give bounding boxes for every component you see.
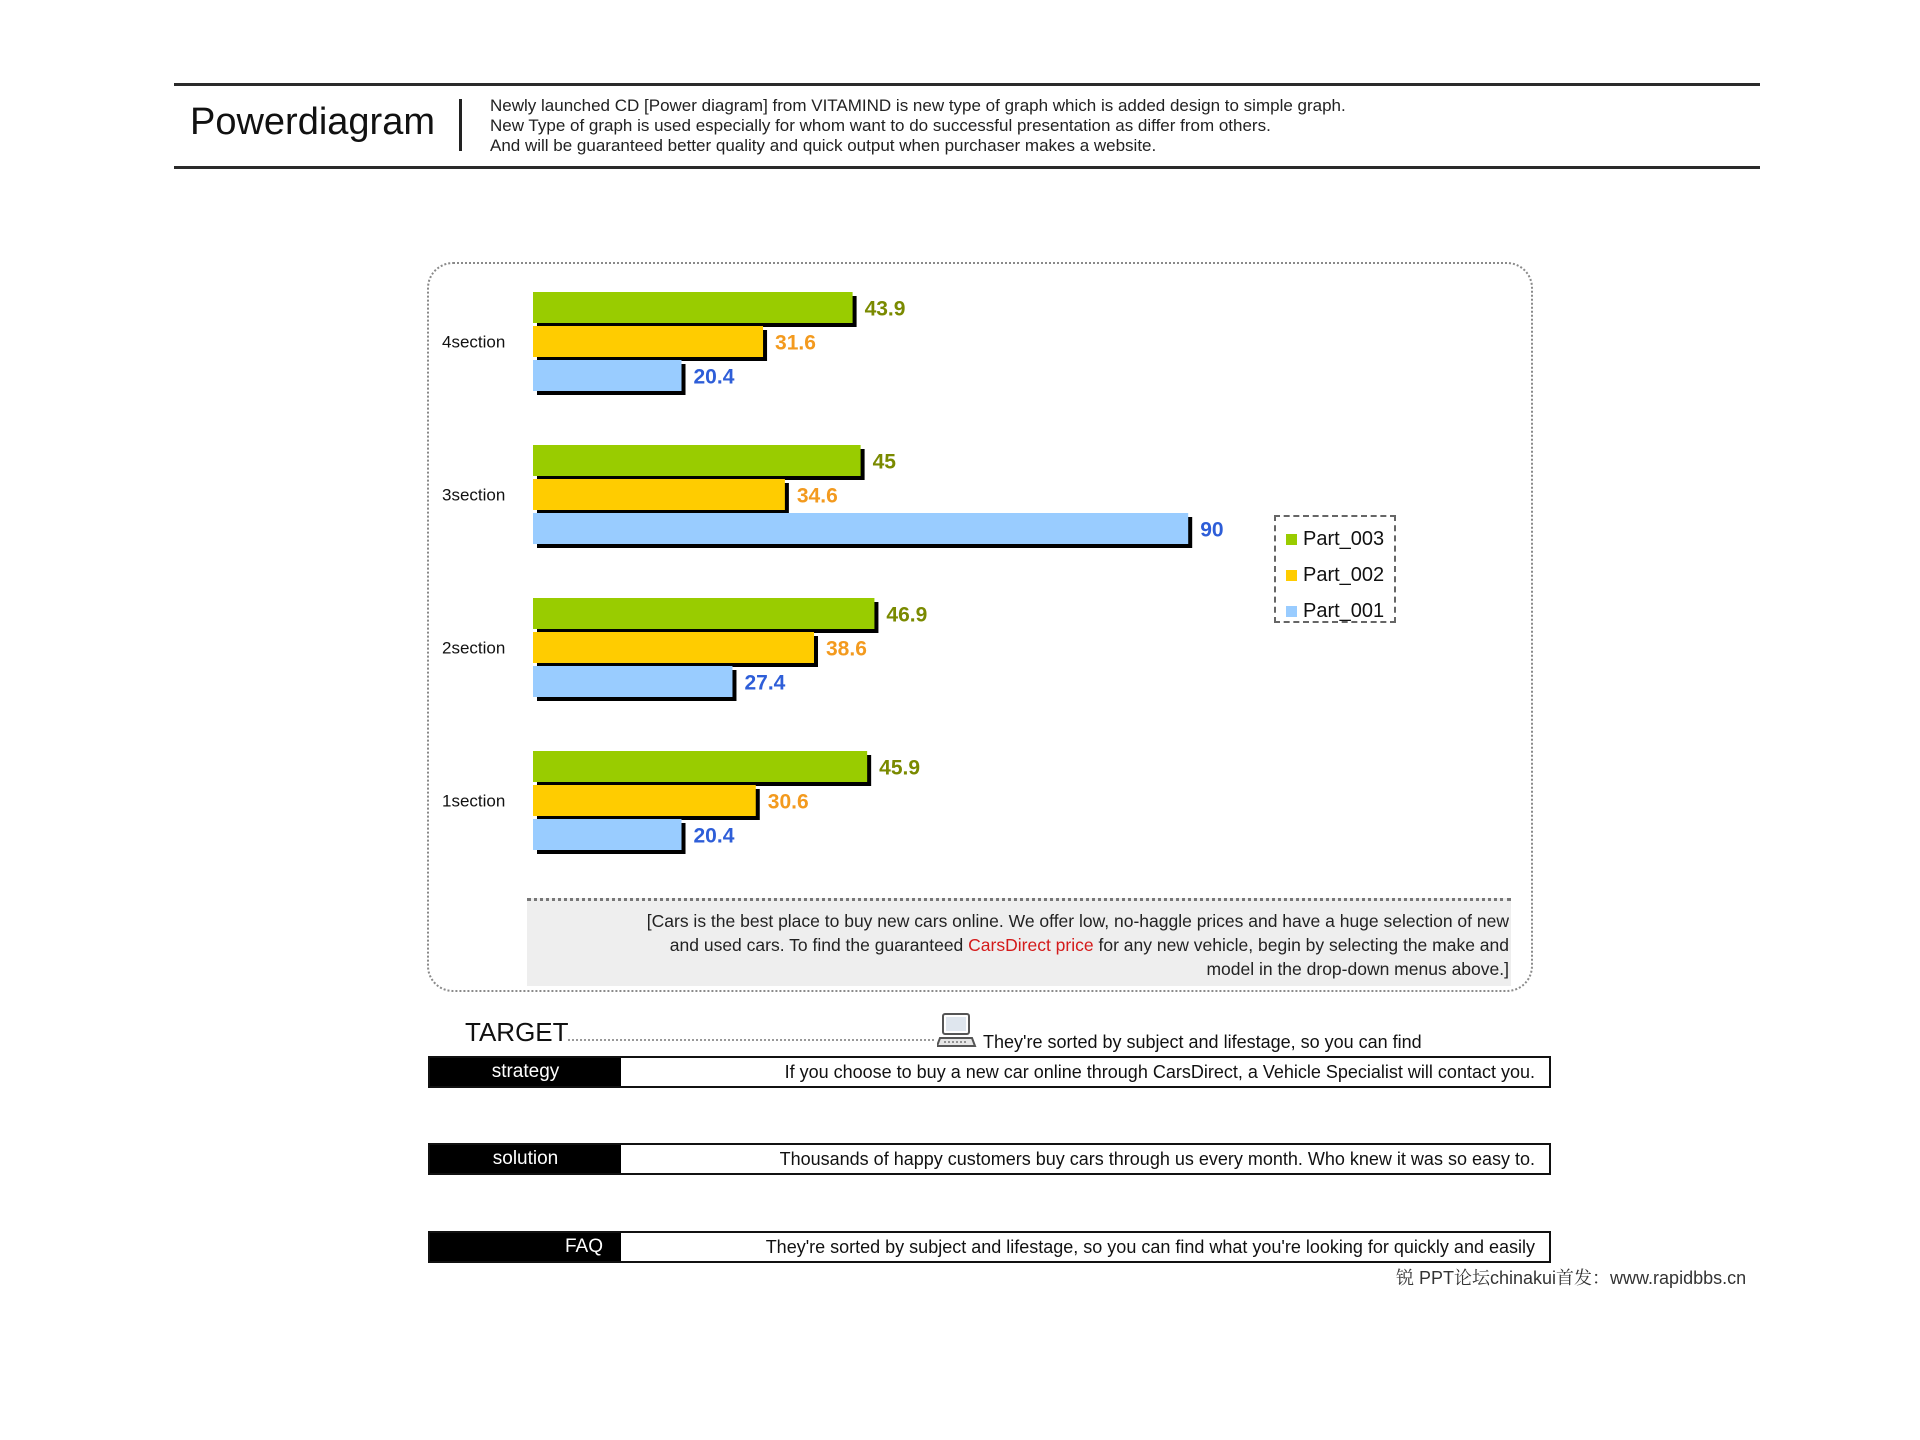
- bar-1section-part-003: [533, 751, 867, 782]
- strategy-label: strategy: [430, 1058, 621, 1086]
- bar-3section-part-003: [533, 445, 861, 476]
- bar-1section-part-001: [533, 819, 682, 850]
- bar-2section-part-001: [533, 666, 732, 697]
- bar-3section-part-002: [533, 479, 785, 510]
- target-label: TARGET: [465, 1017, 569, 1047]
- value-label-2section-part-001: 27.4: [744, 671, 786, 695]
- header-description: [490, 96, 1346, 156]
- solution-label: solution: [430, 1145, 621, 1173]
- bar-2section-part-002: [533, 632, 814, 663]
- faq-row: [428, 1231, 1551, 1263]
- legend-swatch-part-003: [1286, 534, 1297, 545]
- footer-credit: 锐 PPT论坛chinakui首发：www.rapidbbs.cn: [1396, 1268, 1747, 1288]
- header-desc-line: And will be guaranteed better quality and quick output when purchaser makes a website.: [490, 136, 1157, 155]
- value-label-3section-part-003: 45: [872, 450, 896, 474]
- bar-2section-part-003: [533, 598, 874, 629]
- category-label-1section: 1section: [442, 791, 506, 811]
- page-title: Powerdiagram: [190, 101, 435, 143]
- value-label-4section-part-001: 20.4: [693, 365, 735, 389]
- solution-text: Thousands of happy customers buy cars through us every month. Who knew it was so easy to.: [779, 1149, 1535, 1169]
- legend-item: [1286, 593, 1394, 629]
- category-label-4section: 4section: [442, 332, 506, 352]
- chart-legend: [1274, 515, 1396, 623]
- bar-chart: [429, 264, 1535, 994]
- bar-4section-part-002: [533, 326, 763, 357]
- legend-swatch-part-001: [1286, 606, 1297, 617]
- note-line-2: [527, 933, 1509, 957]
- chart-note: [527, 898, 1511, 986]
- legend-item: [1286, 521, 1394, 557]
- category-label-2section: 2section: [442, 638, 506, 658]
- strategy-text: If you choose to buy a new car online through CarsDirect, a Vehicle Specialist will contact you.: [784, 1062, 1535, 1082]
- header-divider: [459, 99, 462, 151]
- bar-1section-part-002: [533, 785, 756, 816]
- legend-item: [1286, 557, 1394, 593]
- note-text: and used cars. To find the guaranteed: [669, 935, 969, 955]
- bar-4section-part-003: [533, 292, 853, 323]
- computer-icon: [937, 1011, 977, 1051]
- note-text: Cars is the best place to buy new cars online. We offer low, no-haggle prices and have a huge selection of new: [651, 911, 1509, 931]
- value-label-3section-part-002: 34.6: [796, 484, 838, 508]
- solution-row: [428, 1143, 1551, 1175]
- strategy-row: [428, 1056, 1551, 1088]
- value-label-4section-part-003: 43.9: [864, 297, 906, 321]
- faq-text: They're sorted by subject and lifestage, so you can find what you're looking for quickly and easily: [765, 1237, 1535, 1257]
- value-label-1section-part-003: 45.9: [879, 756, 921, 780]
- carsdirect-price-link[interactable]: CarsDirect price: [968, 935, 1094, 955]
- value-label-1section-part-002: 30.6: [767, 790, 809, 814]
- legend-label: Part_001: [1303, 599, 1385, 622]
- page-header: [174, 83, 1760, 169]
- legend-label: Part_002: [1303, 563, 1385, 586]
- legend-swatch-part-002: [1286, 570, 1297, 581]
- note-close-bracket: ]: [1504, 959, 1509, 979]
- note-line-1: [527, 909, 1509, 933]
- value-label-1section-part-001: 20.4: [693, 824, 735, 848]
- note-text: model in the drop-down menus above.: [1206, 959, 1505, 979]
- note-open-bracket: [: [646, 911, 652, 931]
- header-desc-line: Newly launched CD [Power diagram] from VITAMIND is new type of graph which is added design to simple graph.: [490, 96, 1346, 115]
- value-label-2section-part-002: 38.6: [826, 637, 867, 661]
- target-dotted-line: [568, 1039, 934, 1041]
- header-desc-line: New Type of graph is used especially for whom want to do successful presentation as differ from others.: [490, 116, 1271, 135]
- note-line-3: [527, 957, 1509, 981]
- bar-4section-part-001: [533, 360, 682, 391]
- faq-label: FAQ: [430, 1233, 621, 1261]
- bar-3section-part-001: [533, 513, 1188, 544]
- value-label-3section-part-001: 90: [1200, 518, 1224, 542]
- target-text: They're sorted by subject and lifestage, so you can find: [983, 1032, 1422, 1052]
- legend-label: Part_003: [1303, 527, 1385, 550]
- category-label-3section: 3section: [442, 485, 506, 505]
- value-label-2section-part-003: 46.9: [886, 603, 928, 627]
- value-label-4section-part-002: 31.6: [775, 331, 816, 355]
- note-text: for any new vehicle, begin by selecting the make and: [1093, 935, 1509, 955]
